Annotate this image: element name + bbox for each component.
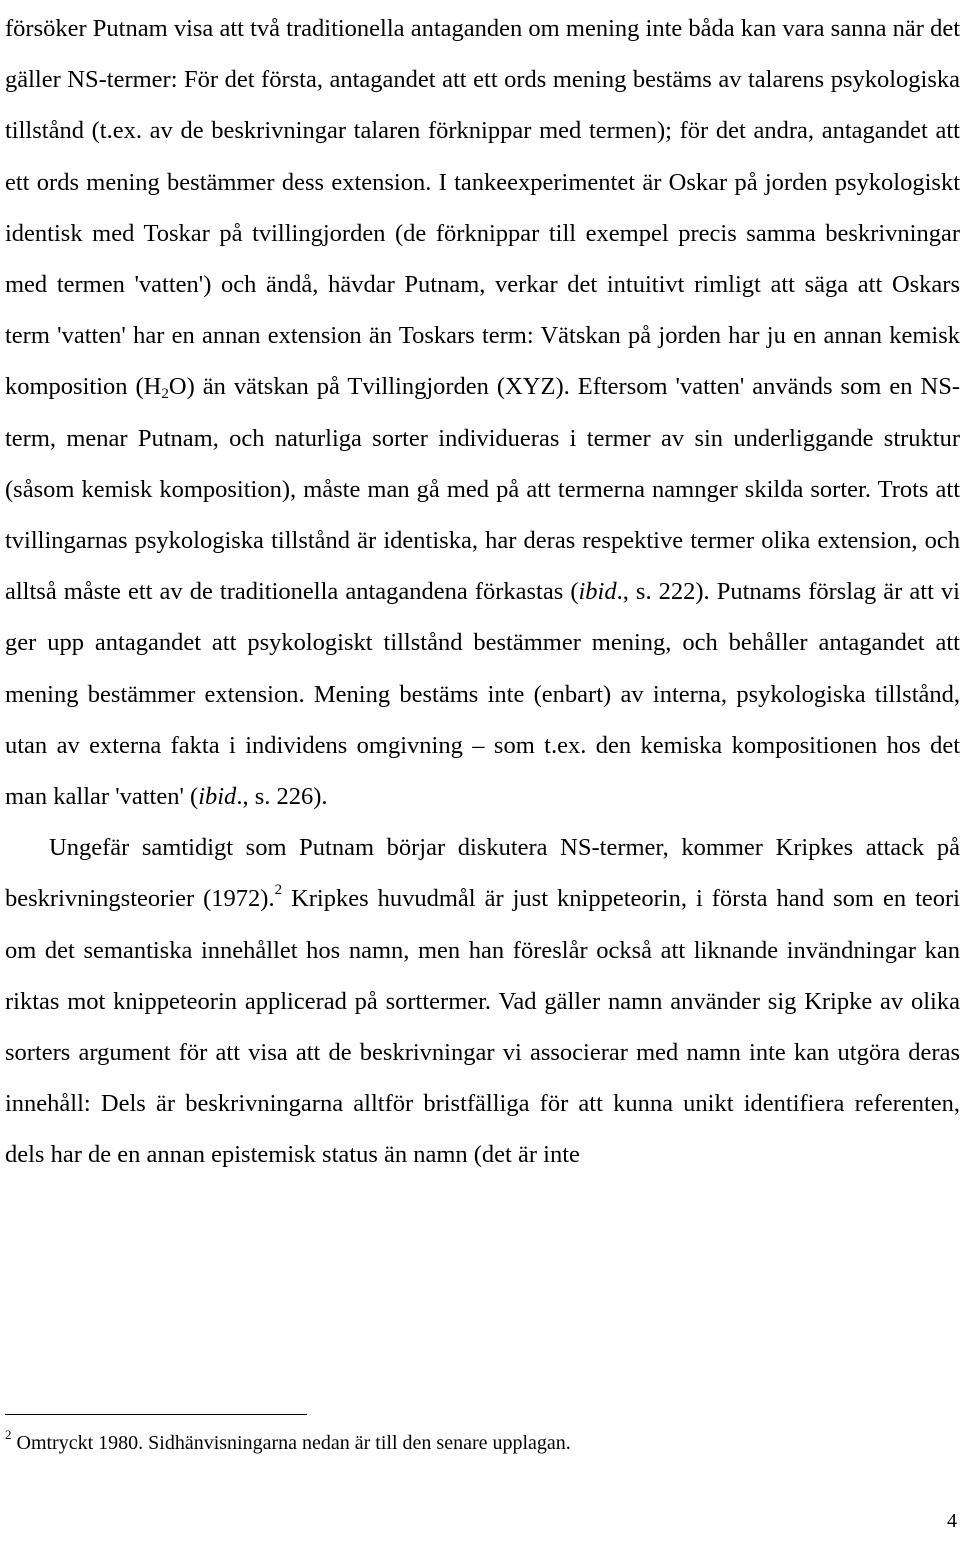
ibid-citation-1: ibid	[578, 578, 617, 606]
paragraph-2-text-b: Kripkes huvudmål är just knippeteorin, i första hand som en teori om det semantiska innehållet hos namn, men han föreslår också att liknande invändningar kan riktas mot knippeteorin applicerad på sorttermer. Vad gäller namn använder sig Kripke av olika sorters argument för att visa att de beskrivningar vi associerar med namn inte kan utgöra deras innehåll: Dels är beskrivningarna alltför bristfälliga för att kunna unikt identifiera referenten, dels har de en annan epistemisk status än namn (det är inte	[5, 885, 960, 1169]
paragraph-1-text-a: försöker Putnam visa att två traditionella antaganden om mening inte båda kan vara sanna när det gäller NS-termer: För det första, antagandet att ett ords mening bestäms av talarens psykologiska tillstånd (t.ex. av de beskrivningar talaren förknippar med termen); för det andra, antagandet att ett ords mening bestämmer dess extension. I tankeexperimentet är Oskar på jorden psykologiskt identisk med Toskar på tvillingjorden (de förknippar till exempel precis samma beskrivningar med termen 'vatten') och ändå, hävdar Putnam, verkar det intuitivt rimligt att säga att Oskars term 'vatten' har en annan extension än Toskars term: Vätskan på jorden har ju en annan kemisk komposition (H	[5, 15, 960, 401]
paragraph-2-text-a: Ungefär samtidigt som Putnam börjar diskutera NS-termer, kommer Kripkes attack på beskrivningsteorier (1972).	[5, 834, 960, 913]
ibid-citation-2: ibid	[198, 783, 237, 811]
subscript-2: 2	[161, 386, 169, 403]
document-page	[5, 0, 960, 1543]
footnote-separator	[5, 1414, 307, 1415]
paragraph-2	[5, 822, 960, 1180]
footnote-number: 2	[5, 1427, 12, 1442]
body-text	[5, 3, 960, 1181]
paragraph-1-text-c: ., s. 222). Putnams förslag är att vi ger upp antagandet att psykologiskt tillstånd bestämmer mening, och behåller antagandet att mening bestämmer extension. Mening bestäms inte (enbart) av interna, psykologiska tillstånd, utan av externa fakta i individens omgivning – som t.ex. den kemiska kompositionen hos det man kallar 'vatten' (	[5, 578, 960, 811]
footnote	[5, 1427, 571, 1456]
paragraph-1-text-d: ., s. 226).	[236, 783, 328, 811]
page-number: 4	[947, 1510, 957, 1532]
paragraph-1-text-b: O) än vätskan på Tvillingjorden (XYZ). Eftersom 'vatten' används som en NS-term, menar Putnam, och naturliga sorter individueras i termer av sin underliggande struktur (såsom kemisk komposition), måste man gå med på att termerna namnger skilda sorter. Trots att tvillingarnas psykologiska tillstånd är identiska, har deras respektive termer olika extension, och alltså måste ett av de traditionella antagandena förkastas (	[5, 373, 960, 606]
paragraph-1	[5, 3, 960, 822]
footnote-text: Omtryckt 1980. Sidhänvisningarna nedan är till den senare upplagan.	[11, 1432, 571, 1454]
footnote-reference: 2	[274, 882, 283, 899]
